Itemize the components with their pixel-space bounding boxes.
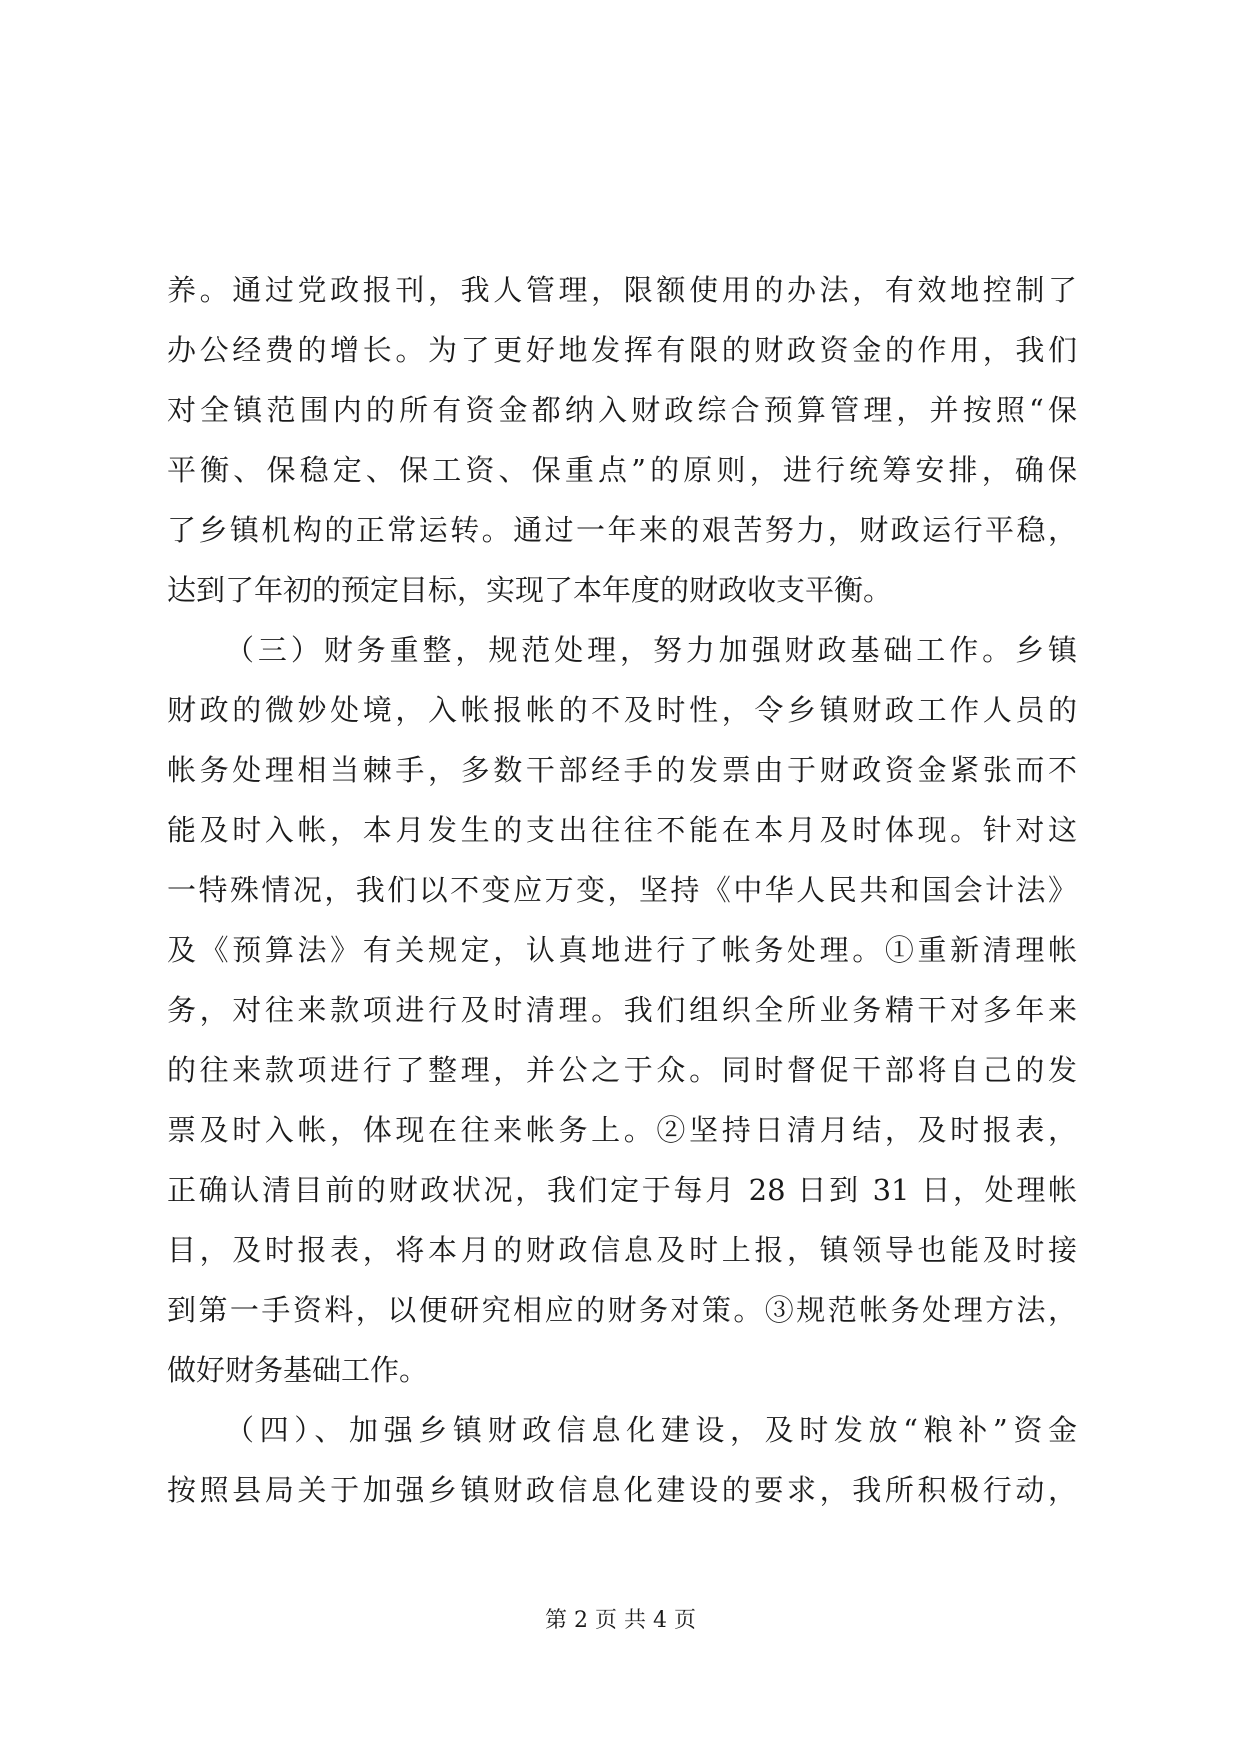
text-line: 平衡、保稳定、保工资、保重点”的原则，进行统筹安排，确保 — [167, 453, 1077, 487]
page-footer — [0, 1606, 1241, 1636]
text-line: 财政的微妙处境，入帐报帐的不及时性，令乡镇财政工作人员的 — [167, 693, 1077, 727]
text-line: 对全镇范围内的所有资金都纳入财政综合预算管理，并按照“保 — [167, 393, 1077, 427]
text-line: 票及时入帐，体现在往来帐务上。②坚持日清月结，及时报表， — [167, 1113, 1077, 1147]
text-line: 一特殊情况，我们以不变应万变，坚持《中华人民共和国会计法》 — [167, 873, 1077, 907]
text-line: 办公经费的增长。为了更好地发挥有限的财政资金的作用，我们 — [167, 333, 1077, 367]
text-line: 及《预算法》有关规定，认真地进行了帐务处理。①重新清理帐 — [167, 933, 1077, 967]
text-line: 正确认清目前的财政状况，我们定于每月 28 日到 31 日，处理帐 — [167, 1173, 1077, 1207]
text-line: 达到了年初的预定目标，实现了本年度的财政收支平衡。 — [167, 573, 893, 607]
page-number: 第 2 页 共 4 页 — [545, 1608, 696, 1633]
text-line: 养。通过党政报刊，我人管理，限额使用的办法，有效地控制了 — [167, 273, 1077, 307]
text-line: 帐务处理相当棘手，多数干部经手的发票由于财政资金紧张而不 — [167, 753, 1077, 787]
text-line: （三）财务重整，规范处理，努力加强财政基础工作。乡镇 — [225, 633, 1077, 667]
text-line: （四）、加强乡镇财政信息化建设，及时发放“粮补”资金 — [225, 1413, 1077, 1447]
text-line: 目，及时报表，将本月的财政信息及时上报，镇领导也能及时接 — [167, 1233, 1077, 1267]
text-line: 做好财务基础工作。 — [167, 1353, 429, 1387]
text-line: 按照县局关于加强乡镇财政信息化建设的要求，我所积极行动， — [167, 1473, 1077, 1507]
text-line: 务，对往来款项进行及时清理。我们组织全所业务精干对多年来 — [167, 993, 1077, 1027]
text-line: 的往来款项进行了整理，并公之于众。同时督促干部将自己的发 — [167, 1053, 1077, 1087]
text-line: 到第一手资料，以便研究相应的财务对策。③规范帐务处理方法， — [167, 1293, 1077, 1327]
body-text — [167, 260, 1077, 1520]
text-line: 了乡镇机构的正常运转。通过一年来的艰苦努力，财政运行平稳， — [167, 513, 1077, 547]
text-line: 能及时入帐，本月发生的支出往往不能在本月及时体现。针对这 — [167, 813, 1077, 847]
